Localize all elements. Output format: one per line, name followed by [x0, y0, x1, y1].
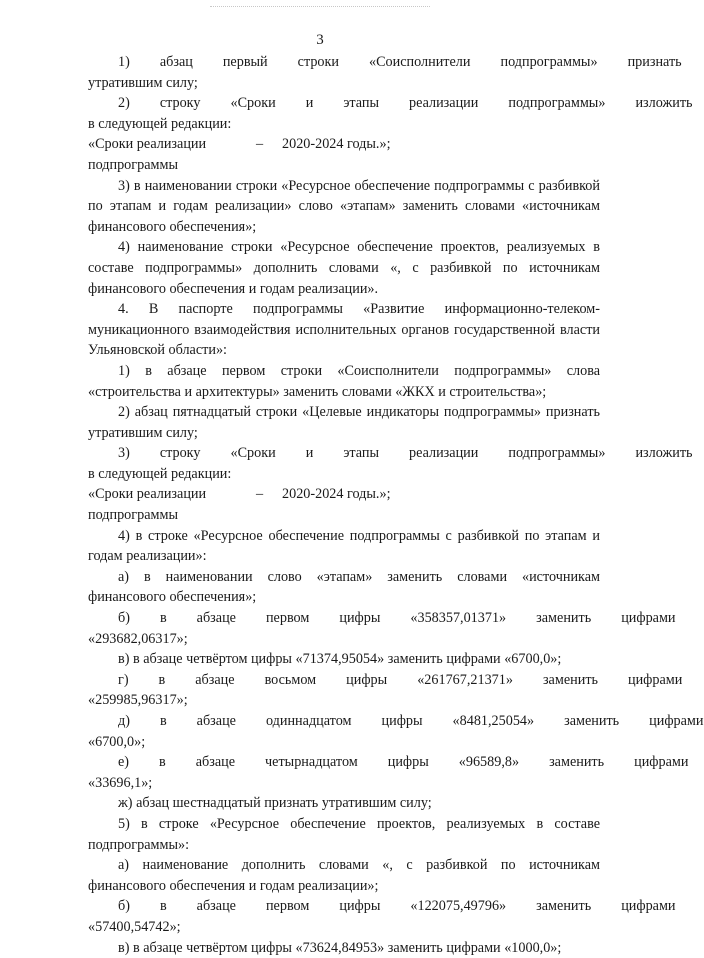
srok-row — [88, 484, 600, 505]
srok-dash: – — [256, 486, 264, 503]
paragraph-7: 2) абзац пятнадцатый строки «Целевые индикаторы подпрограммы» признать утратившим силу; — [88, 404, 600, 441]
srok-row — [88, 134, 600, 155]
paragraph-20: в) в абзаце четвёртом цифры «73624,84953» заменить цифрами «1000,0»; — [118, 939, 562, 956]
paragraph-16: ж) абзац шестнадцатый признать утратившим силу; — [118, 795, 432, 812]
paragraph-5: 4. В паспорте подпрограммы «Развитие информационно-телеком-муникационного взаимодействия исполнительных органов государственной власти Ульяновской области»: — [88, 301, 600, 359]
word: одиннадцатом — [265, 713, 352, 729]
paragraph-13 — [88, 670, 683, 711]
line-spread — [88, 608, 676, 629]
word: в — [159, 713, 167, 729]
word: реализации — [409, 445, 479, 462]
word: и — [305, 95, 314, 112]
word: цифрами — [621, 898, 676, 915]
line-spread — [88, 52, 682, 73]
word: цифрами — [634, 754, 689, 771]
scan-artifact — [210, 6, 430, 9]
paragraph-10: а) в наименовании слово «этапам» заменить словами «источникам финансового обеспечения»; — [88, 568, 600, 606]
word: б) — [118, 898, 130, 915]
srok-label-cont: подпрограммы — [88, 507, 178, 524]
line: «293682,06317»; — [88, 630, 188, 647]
word: «8481,25054» — [452, 713, 535, 729]
paragraph-3: 3) в наименовании строки «Ресурсное обеспечение подпрограммы с разбивкой по этапам и годам реализации» слово «этапам» заменить словами «источникам финансового обеспечения»; — [88, 177, 600, 235]
page-number: 3 — [316, 32, 324, 48]
word: реализации — [409, 95, 479, 112]
line-spread — [88, 670, 683, 691]
word: цифрами — [649, 713, 704, 729]
srok-dash: – — [256, 136, 264, 153]
word: 1) — [118, 54, 130, 70]
word: цифры — [346, 671, 388, 688]
paragraph-6: 1) в абзаце первом строки «Соисполнители подпрограммы» слова «строительства и архитектуры» заменить словами «ЖКХ и строительства»; — [88, 362, 600, 400]
srok-value: 2020-2024 годы.»; — [282, 136, 391, 153]
word: в — [159, 610, 167, 627]
word: восьмом — [264, 671, 317, 688]
paragraph-1 — [88, 52, 682, 93]
srok-block-2 — [88, 484, 600, 525]
word: цифрами — [628, 671, 683, 688]
word: в — [158, 671, 166, 688]
word: цифры — [387, 754, 429, 771]
paragraph-18: а) наименование дополнить словами «, с разбивкой по источникам финансового обеспечения и годам реализации»; — [88, 857, 600, 894]
word: «358357,01371» — [410, 610, 507, 627]
word: «Сроки — [230, 95, 276, 112]
word: этапы — [343, 95, 380, 112]
word: цифры — [381, 713, 423, 729]
word: первый — [222, 54, 268, 70]
word: первом — [265, 898, 310, 915]
word: подпрограммы» — [508, 95, 606, 112]
srok-block-1 — [88, 134, 600, 175]
line-spread — [88, 752, 689, 773]
word: в — [159, 754, 166, 771]
word: подпрограммы» — [500, 54, 598, 70]
line: «6700,0»; — [88, 733, 146, 750]
word: строку — [159, 445, 201, 462]
word: заменить — [542, 671, 598, 688]
word: заменить — [536, 610, 592, 627]
word: строку — [159, 95, 201, 112]
word: цифрами — [621, 610, 676, 627]
paragraph-8 — [88, 443, 693, 484]
word: цифры — [339, 898, 381, 915]
word: 3) — [118, 445, 130, 462]
line: «259985,96317»; — [88, 692, 188, 709]
line: «57400,54742»; — [88, 918, 181, 935]
word: заменить — [564, 713, 620, 729]
word: абзаце — [196, 713, 236, 729]
line: в следующей редакции: — [88, 115, 232, 132]
line: в следующей редакции: — [88, 465, 232, 482]
word: этапы — [343, 445, 380, 462]
word: признать — [627, 54, 682, 70]
word: изложить — [635, 95, 693, 112]
word: абзаце — [196, 898, 236, 915]
line-spread — [88, 896, 676, 917]
srok-label-cont: подпрограммы — [88, 156, 178, 173]
word: подпрограммы» — [508, 445, 606, 462]
word: б) — [118, 610, 130, 627]
word: изложить — [635, 445, 693, 462]
word: г) — [118, 671, 129, 688]
word: четырнадцатом — [265, 754, 358, 771]
word: цифры — [339, 610, 381, 627]
word: заменить — [549, 754, 605, 771]
line: утратившим силу; — [88, 74, 198, 91]
word: «122075,49796» — [410, 898, 507, 915]
word: абзаце — [195, 671, 235, 688]
paragraph-12: в) в абзаце четвёртом цифры «71374,95054» заменить цифрами «6700,0»; — [118, 651, 562, 668]
paragraph-14 — [88, 711, 704, 752]
line-spread — [88, 443, 693, 464]
word: первом — [265, 610, 310, 627]
srok-label: «Сроки реализации — [88, 136, 207, 153]
paragraph-2 — [88, 93, 693, 134]
word: абзац — [159, 54, 193, 70]
word: «96589,8» — [458, 754, 520, 771]
paragraph-4: 4) наименование строки «Ресурсное обеспечение проектов, реализуемых в составе подпрограммы» дополнить словами «, с разбивкой по источникам финансового обеспечения и годам реализации». — [88, 239, 600, 297]
word: в — [159, 898, 167, 915]
word: 2) — [118, 95, 130, 112]
word: «261767,21371» — [417, 671, 513, 688]
paragraph-17: 5) в строке «Ресурсное обеспечение проектов, реализуемых в составе подпрограммы»: — [88, 815, 600, 853]
word: д) — [118, 713, 130, 729]
line: «33696,1»; — [88, 774, 153, 791]
word: заменить — [536, 898, 592, 915]
document-body — [88, 52, 704, 958]
word: абзаце — [196, 610, 236, 627]
word: абзаце — [195, 754, 236, 771]
paragraph-11 — [88, 608, 676, 649]
srok-label: «Сроки реализации — [88, 486, 207, 503]
paragraph-19 — [88, 896, 676, 937]
line-spread — [88, 93, 693, 114]
word: строки — [297, 54, 339, 70]
line-spread — [88, 711, 704, 732]
srok-value: 2020-2024 годы.»; — [282, 486, 391, 503]
paragraph-15 — [88, 752, 689, 793]
word: «Сроки — [230, 445, 276, 462]
word: «Соисполнители — [369, 54, 471, 70]
word: и — [305, 445, 314, 462]
paragraph-9: 4) в строке «Ресурсное обеспечение подпрограммы с разбивкой по этапам и годам реализации»: — [88, 527, 600, 565]
word: е) — [118, 754, 130, 771]
